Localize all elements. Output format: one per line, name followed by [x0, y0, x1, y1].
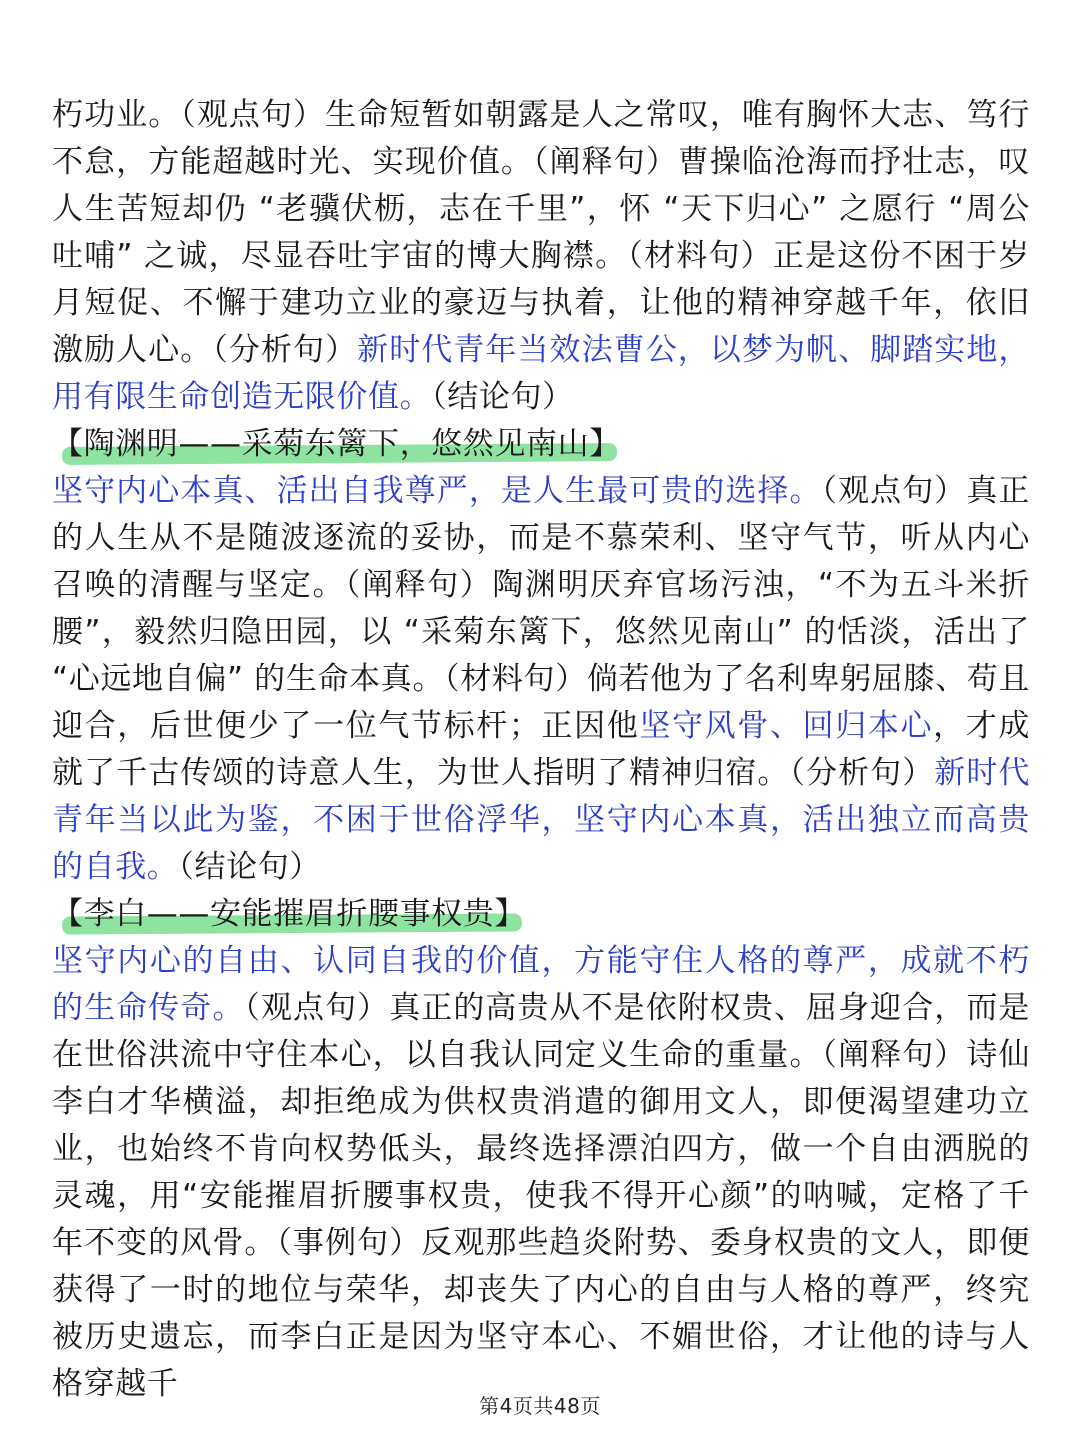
- body-text: （观点句）真正的人生从不是随波逐流的妥协，而是不慕荣利、坚守气节，听从内心召唤的清醒与坚定。（阐释句）陶渊明厌弃官场污浊，“不为五斗米折腰”，毅然归隐田园，以 “采菊东篱下，悠然见南山” 的恬淡，活出了 “心远地自偏” 的生命本真。（材料句）倘若他为了名利卑躬屈膝、苟且迎合，后世便少了一位气节标杆；正因他: [52, 473, 1030, 744]
- paragraph-libai: [52, 938, 1030, 1408]
- body-text: 朽功业。（观点句）生命短暂如朝露是人之常叹，唯有胸怀大志、笃行不怠，方能超越时光、实现价值。（阐释句）曹操临沧海而抒壮志，叹人生苦短却仍 “老骥伏枥，志在千里”，怀 “天下归心” 之愿行 “周公吐哺” 之诚，尽显吞吐宇宙的博大胸襟。（材料句）正是这份不困于岁月短促、不懈于建功立业的豪迈与执着，让他的精神穿越千年，依旧激励人心。（分析句）: [52, 97, 1030, 368]
- body-text: （结论句）: [431, 379, 574, 415]
- emphasis-text: 坚守风骨、回归本心: [639, 708, 934, 744]
- section-heading-taoyuanming: 【陶渊明——采菊东篱下，悠然见南山】: [52, 421, 621, 468]
- section-heading-libai: 【李白——安能摧眉折腰事权贵】: [52, 891, 526, 938]
- emphasis-text: 坚守内心本真、活出自我尊严，是人生最可贵的选择。: [52, 473, 822, 509]
- paragraph-caocao: [52, 92, 1030, 421]
- page-indicator: 第4页共48页: [479, 1394, 601, 1418]
- document-page: [52, 92, 1030, 1408]
- section-heading-wrap: [52, 421, 1030, 468]
- body-text: （观点句）真正的高贵从不是依附权贵、屈身迎合，而是在世俗洪流中守住本心，以自我认同定义生命的重量。（阐释句）诗仙李白才华横溢，却拒绝成为供权贵消遣的御用文人，即便渴望建功立业，也始终不肯向权势低头，最终选择漂泊四方，做一个自由洒脱的灵魂，用“安能摧眉折腰事权贵，使我不得开心颜”的呐喊，定格了千年不变的风骨。（事例句）反观那些趋炎附势、委身权贵的文人，即便获得了一时的地位与荣华，却丧失了内心的自由与人格的尊严，终究被历史遗忘，而李白正是因为坚守本心、不媚世俗，才让他的诗与人格穿越千: [52, 990, 1031, 1402]
- emphasis-text: 新时代青年当以此为鉴，不困于世俗浮华，坚守内心本真，活出独立而高贵的自我。: [52, 755, 1030, 885]
- body-text: ，才成就了千古传颂的诗意人生，为世人指明了精神归宿。（分析句）: [52, 708, 1030, 791]
- body-text: （结论句）: [178, 849, 321, 885]
- paragraph-taoyuanming: [52, 468, 1030, 891]
- emphasis-text: 新时代青年当效法曹公，以梦为帆、脚踏实地，用有限生命创造无限价值。: [52, 332, 1030, 415]
- emphasis-text: 坚守内心的自由、认同自我的价值，方能守住人格的尊严，成就不朽的生命传奇。: [52, 943, 1030, 1026]
- section-heading-wrap: [52, 891, 1030, 938]
